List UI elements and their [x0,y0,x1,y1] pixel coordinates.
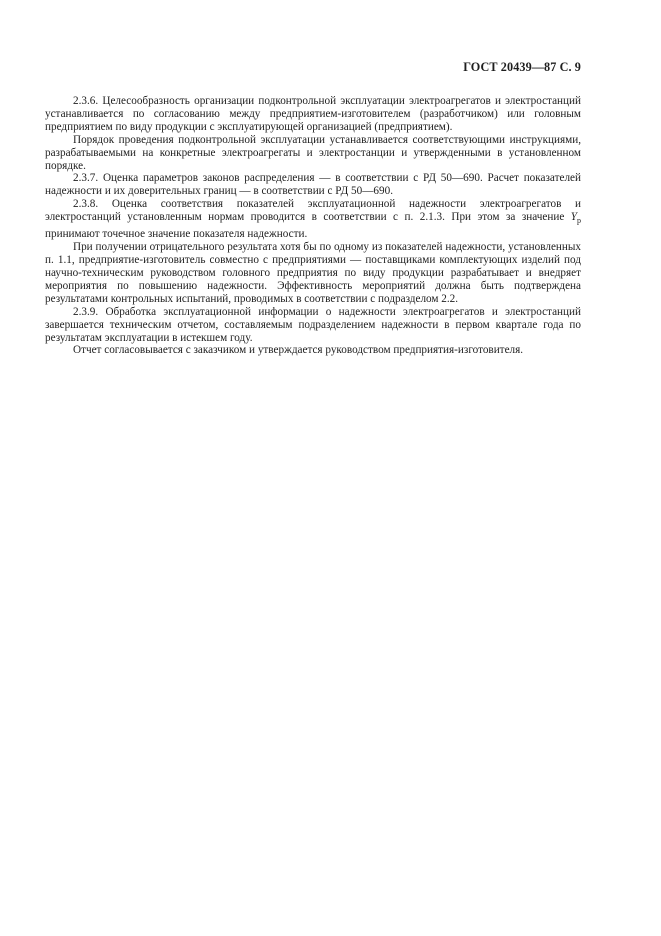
symbol-y-p [570,211,581,226]
paragraph-negative-result: При получении отрицательного результата хотя бы по одному из показателей надежности, установленных п. 1.1, предприятие-изготовитель совместно с предприятиями — поставщиками комплектующих изделий под научно-техническим руководством головного предприятия по виду продукции разрабатывает и внедряет мероприятия по повышению надежности. Эффективность мероприятий должна быть подтверждена результатами контрольных испытаний, проводимых в соответствии с подразделом 2.2. [45,241,581,305]
paragraph-2-3-8 [45,198,581,241]
paragraph-report-approval: Отчет согласовывается с заказчиком и утверждается руководством предприятия-изготовителя. [73,344,524,357]
symbol-subscript: p [577,216,581,226]
document-body [45,95,581,357]
paragraph-2-3-7: 2.3.7. Оценка параметров законов распределения — в соответствии с РД 50—690. Расчет показателей надежности и их доверительных границ — в соответствии с РД 50—690. [45,172,581,198]
paragraph-2-3-6: 2.3.6. Целесообразность организации подконтрольной эксплуатации электроагрегатов и электростанций устанавливается по согласованию между предприятием-изготовителем (разработчиком) или головным предприятием по виду продукции с эксплуатирующей организацией (предприятием). [45,95,581,133]
page-header-doc-code: ГОСТ 20439—87 С. 9 [463,60,581,74]
paragraph-2-3-8-text-before: 2.3.8. Оценка соответствия показателей эксплуатационной надежности электроагрегатов и электростанций установленным нормам проводится в соответствии с п. 2.1.3. При этом за значение [45,198,581,224]
paragraph-2-3-8-text-after: принимают точечное значение показателя надежности. [45,228,308,241]
paragraph-2-3-9: 2.3.9. Обработка эксплуатационной информации о надежности электроагрегатов и электростанций завершается техническим отчетом, составляемым подразделением надежности в первом квартале года по результатам эксплуатации в истекшем году. [45,305,581,344]
symbol-y: Y [570,211,577,224]
paragraph-procedure: Порядок проведения подконтрольной эксплуатации устанавливается соответствующими инструкциями, разрабатываемыми на конкретные электроагрегаты и электростанции и утвержденными в установленном порядке. [45,133,581,172]
